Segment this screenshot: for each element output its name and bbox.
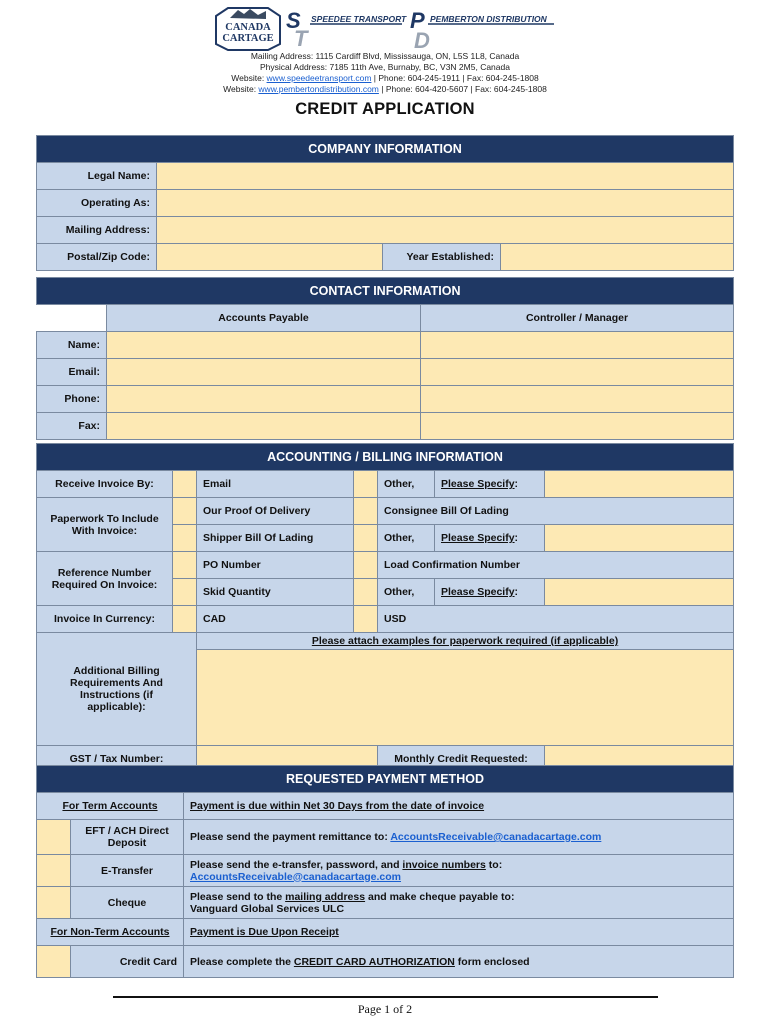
non-term-accounts-note: Payment is Due Upon Receipt bbox=[184, 919, 734, 946]
operating-as-field[interactable] bbox=[157, 190, 734, 217]
company-logos bbox=[214, 6, 559, 52]
reference-number-label: Reference Number Required On Invoice: bbox=[37, 552, 173, 606]
cheque-payee: Vanguard Global Services ULC bbox=[190, 902, 345, 915]
billing-information-table bbox=[36, 443, 734, 773]
pemberton-monogram-d: D bbox=[414, 28, 430, 52]
reference-please-specify: Please Specify: bbox=[435, 579, 545, 606]
credit-card-label: Credit Card bbox=[71, 946, 184, 978]
letterhead bbox=[0, 0, 770, 100]
pemberton-monogram-p: P bbox=[410, 8, 425, 33]
shipper-bol-checkbox[interactable] bbox=[173, 525, 197, 552]
controller-manager-header: Controller / Manager bbox=[421, 305, 734, 332]
paperwork-label: Paperwork To Include With Invoice: bbox=[37, 498, 173, 552]
pod-checkbox[interactable] bbox=[173, 498, 197, 525]
pemberton-contact-line: Website: www.pembertondistribution.com | Phone: 604-420-5607 | Fax: 604-245-1808 bbox=[223, 84, 547, 94]
ap-fax-field[interactable] bbox=[107, 413, 421, 440]
load-confirmation-checkbox[interactable] bbox=[354, 552, 378, 579]
eft-label: EFT / ACH Direct Deposit bbox=[71, 820, 184, 855]
attach-examples-note: Please attach examples for paperwork required (if applicable) bbox=[197, 633, 734, 650]
invoice-please-specify: Please Specify: bbox=[435, 471, 545, 498]
speedee-website-link[interactable]: www.speedeetransport.com bbox=[266, 73, 372, 83]
controller-email-field[interactable] bbox=[421, 359, 734, 386]
additional-billing-field[interactable] bbox=[197, 650, 734, 746]
physical-address-line: Physical Address: 7185 11th Ave, Burnaby, BC, V3N 2M5, Canada bbox=[260, 62, 510, 72]
cheque-checkbox[interactable] bbox=[37, 887, 71, 919]
eft-checkbox[interactable] bbox=[37, 820, 71, 855]
paperwork-please-specify: Please Specify: bbox=[435, 525, 545, 552]
cad-option: CAD bbox=[197, 606, 354, 633]
contact-fax-label: Fax: bbox=[37, 413, 107, 440]
speedee-contact-line: Website: www.speedeetransport.com | Phone: 604-245-1911 | Fax: 604-245-1808 bbox=[231, 73, 539, 83]
payment-method-table bbox=[36, 765, 734, 978]
pod-option: Our Proof Of Delivery bbox=[197, 498, 354, 525]
credit-card-instructions: Please complete the CREDIT CARD AUTHORIZATION form enclosed bbox=[184, 946, 734, 978]
mailing-address-field[interactable] bbox=[157, 217, 734, 244]
email-option: Email bbox=[197, 471, 354, 498]
po-number-checkbox[interactable] bbox=[173, 552, 197, 579]
year-established-label: Year Established: bbox=[383, 244, 501, 271]
operating-as-label: Operating As: bbox=[37, 190, 157, 217]
ap-phone-field[interactable] bbox=[107, 386, 421, 413]
payment-method-heading: REQUESTED PAYMENT METHOD bbox=[37, 766, 734, 793]
ap-email-field[interactable] bbox=[107, 359, 421, 386]
contact-information-heading: CONTACT INFORMATION bbox=[37, 278, 734, 305]
shipper-bol-option: Shipper Bill Of Lading bbox=[197, 525, 354, 552]
controller-phone-field[interactable] bbox=[421, 386, 734, 413]
paperwork-other-field[interactable] bbox=[545, 525, 734, 552]
cheque-label: Cheque bbox=[71, 887, 184, 919]
po-number-option: PO Number bbox=[197, 552, 354, 579]
receive-invoice-label: Receive Invoice By: bbox=[37, 471, 173, 498]
pemberton-website-link[interactable]: www.pembertondistribution.com bbox=[258, 84, 379, 94]
company-information-heading: COMPANY INFORMATION bbox=[37, 136, 734, 163]
invoice-other-checkbox[interactable] bbox=[354, 471, 378, 498]
consignee-bol-option: Consignee Bill Of Lading bbox=[378, 498, 734, 525]
mailing-address-line: Mailing Address: 1115 Cardiff Blvd, Mississauga, ON, L5S 1L8, Canada bbox=[250, 51, 520, 61]
cheque-instructions: Please send to the mailing address and make cheque payable to: Vanguard Global Services ULC bbox=[184, 887, 734, 919]
additional-billing-label: Additional Billing Requirements And Instructions (if applicable): bbox=[37, 633, 197, 746]
year-established-field[interactable] bbox=[501, 244, 734, 271]
reference-other-label: Other, bbox=[378, 579, 435, 606]
contact-information-table bbox=[36, 277, 734, 440]
controller-name-field[interactable] bbox=[421, 332, 734, 359]
invoice-other-field[interactable] bbox=[545, 471, 734, 498]
reference-other-field[interactable] bbox=[545, 579, 734, 606]
legal-name-field[interactable] bbox=[157, 163, 734, 190]
eft-instructions: Please send the payment remittance to: AccountsReceivable@canadacartage.com bbox=[184, 820, 734, 855]
company-addresses bbox=[0, 51, 770, 95]
accounts-payable-header: Accounts Payable bbox=[107, 305, 421, 332]
company-information-table bbox=[36, 135, 734, 271]
term-accounts-label: For Term Accounts bbox=[37, 793, 184, 820]
invoice-other-label: Other, bbox=[378, 471, 435, 498]
non-term-accounts-label: For Non-Term Accounts bbox=[37, 919, 184, 946]
speedee-name: SPEEDEE TRANSPORT bbox=[311, 14, 407, 24]
consignee-bol-checkbox[interactable] bbox=[354, 498, 378, 525]
page-number: Page 1 of 2 bbox=[357, 1002, 413, 1016]
usd-option: USD bbox=[378, 606, 734, 633]
usd-checkbox[interactable] bbox=[354, 606, 378, 633]
contact-email-label: Email: bbox=[37, 359, 107, 386]
controller-fax-field[interactable] bbox=[421, 413, 734, 440]
canada-cartage-line1: CANADA bbox=[225, 22, 271, 33]
gst-label: GST / Tax Number: bbox=[37, 746, 197, 773]
paperwork-other-label: Other, bbox=[378, 525, 435, 552]
canada-cartage-line2: CARTAGE bbox=[222, 33, 274, 44]
pemberton-distribution-logo bbox=[410, 8, 554, 52]
speedee-monogram-t: T bbox=[294, 26, 308, 51]
paperwork-other-checkbox[interactable] bbox=[354, 525, 378, 552]
cad-checkbox[interactable] bbox=[173, 606, 197, 633]
email-checkbox[interactable] bbox=[173, 471, 197, 498]
legal-name-label: Legal Name: bbox=[37, 163, 157, 190]
skid-quantity-option: Skid Quantity bbox=[197, 579, 354, 606]
etransfer-email-link[interactable]: AccountsReceivable@canadacartage.com bbox=[190, 870, 401, 883]
contact-corner bbox=[37, 305, 107, 332]
etransfer-checkbox[interactable] bbox=[37, 855, 71, 887]
speedee-transport-logo bbox=[286, 8, 407, 51]
skid-quantity-checkbox[interactable] bbox=[173, 579, 197, 606]
pemberton-name: PEMBERTON DISTRIBUTION bbox=[430, 14, 547, 24]
footer-divider bbox=[113, 996, 658, 998]
contact-name-label: Name: bbox=[37, 332, 107, 359]
term-accounts-note: Payment is due within Net 30 Days from the date of invoice bbox=[184, 793, 734, 820]
etransfer-label: E-Transfer bbox=[71, 855, 184, 887]
billing-information-heading: ACCOUNTING / BILLING INFORMATION bbox=[37, 444, 734, 471]
monthly-credit-label: Monthly Credit Requested: bbox=[378, 746, 545, 773]
postal-zip-label: Postal/Zip Code: bbox=[37, 244, 157, 271]
mailing-address-label: Mailing Address: bbox=[37, 217, 157, 244]
credit-card-checkbox[interactable] bbox=[37, 946, 71, 978]
ap-name-field[interactable] bbox=[107, 332, 421, 359]
canada-cartage-logo bbox=[216, 8, 280, 50]
etransfer-instructions: Please send the e-transfer, password, and invoice numbers to: AccountsReceivable@canadacartage.com bbox=[184, 855, 734, 887]
postal-zip-field[interactable] bbox=[157, 244, 383, 271]
load-confirmation-option: Load Confirmation Number bbox=[378, 552, 734, 579]
ar-email-link[interactable]: AccountsReceivable@canadacartage.com bbox=[390, 831, 602, 843]
currency-label: Invoice In Currency: bbox=[37, 606, 173, 633]
document-title: CREDIT APPLICATION bbox=[295, 100, 475, 118]
reference-other-checkbox[interactable] bbox=[354, 579, 378, 606]
speedee-monogram-s: S bbox=[286, 8, 301, 33]
contact-phone-label: Phone: bbox=[37, 386, 107, 413]
